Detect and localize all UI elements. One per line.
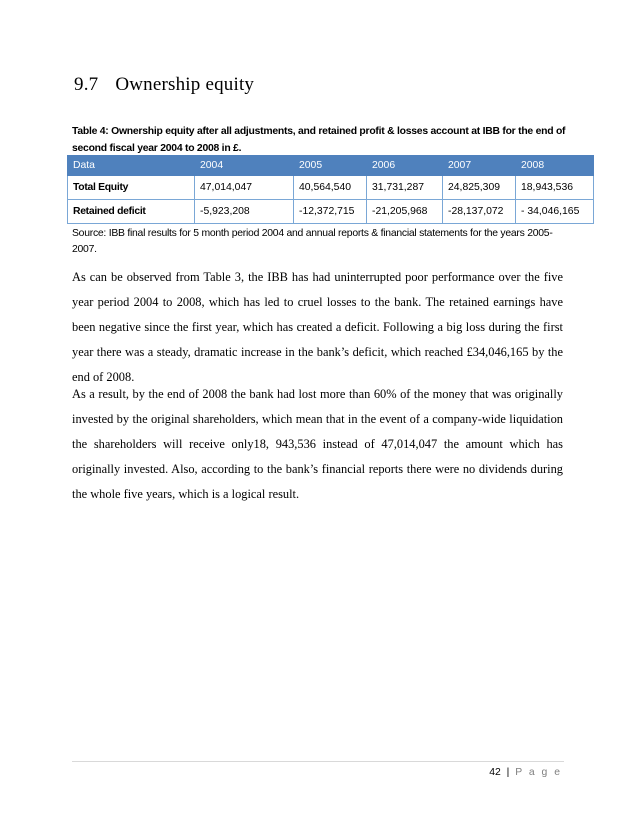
section-title: Ownership equity (115, 74, 255, 95)
column-header-2006: 2006 (367, 156, 443, 176)
row-label-retained-deficit: Retained deficit (68, 200, 195, 224)
column-header-2007: 2007 (443, 156, 516, 176)
table-cell: 31,731,287 (367, 175, 443, 200)
section-heading (74, 74, 254, 96)
column-header-2008: 2008 (516, 156, 594, 176)
table-cell: -21,205,968 (367, 200, 443, 224)
table-cell: -5,923,208 (195, 200, 294, 224)
body-paragraph-2: As a result, by the end of 2008 the bank had lost more than 60% of the money that was originally invested by the original shareholders, which mean that in the event of a company-wide liquidation the shareholders will receive only18, 943,536 instead of 47,014,047 the amount which has originally invested. Also, according to the bank’s financial reports there were no dividends during the whole five years, which is a logical result. (72, 387, 563, 501)
footer-divider (72, 761, 564, 762)
column-header-2005: 2005 (294, 156, 367, 176)
table-cell: 40,564,540 (294, 175, 367, 200)
table-header-row (68, 156, 594, 176)
page-number: 42 (489, 767, 501, 778)
table-caption: Table 4: Ownership equity after all adjustments, and retained profit & losses account at IBB for the end of second fiscal year 2004 to 2008 in £. (72, 126, 566, 154)
column-header-data: Data (68, 156, 195, 176)
table-cell: -12,372,715 (294, 200, 367, 224)
column-header-2004: 2004 (195, 156, 294, 176)
section-number: 9.7 (74, 74, 99, 95)
table-cell: - 34,046,165 (516, 200, 594, 224)
table-row (68, 175, 594, 200)
footer-separator: | (506, 767, 510, 778)
table-cell: 24,825,309 (443, 175, 516, 200)
ownership-equity-table (67, 155, 594, 224)
table-source-note: Source: IBB final results for 5 month period 2004 and annual reports & financial statements for the years 2005-2007. (72, 228, 553, 255)
table-cell: -28,137,072 (443, 200, 516, 224)
table-cell: 18,943,536 (516, 175, 594, 200)
page-label: P a g e (515, 767, 562, 778)
page-footer (489, 767, 562, 778)
row-label-total-equity: Total Equity (68, 175, 195, 200)
body-paragraph-1: As can be observed from Table 3, the IBB has had uninterrupted poor performance over the five year period 2004 to 2008, which has led to cruel losses to the bank. The retained earnings have been negative since the first year, which has created a deficit. Following a big loss during the first year there was a steady, dramatic increase in the bank’s deficit, which reached £34,046,165 by the end of 2008. (72, 270, 563, 384)
table-cell: 47,014,047 (195, 175, 294, 200)
table-row (68, 200, 594, 224)
